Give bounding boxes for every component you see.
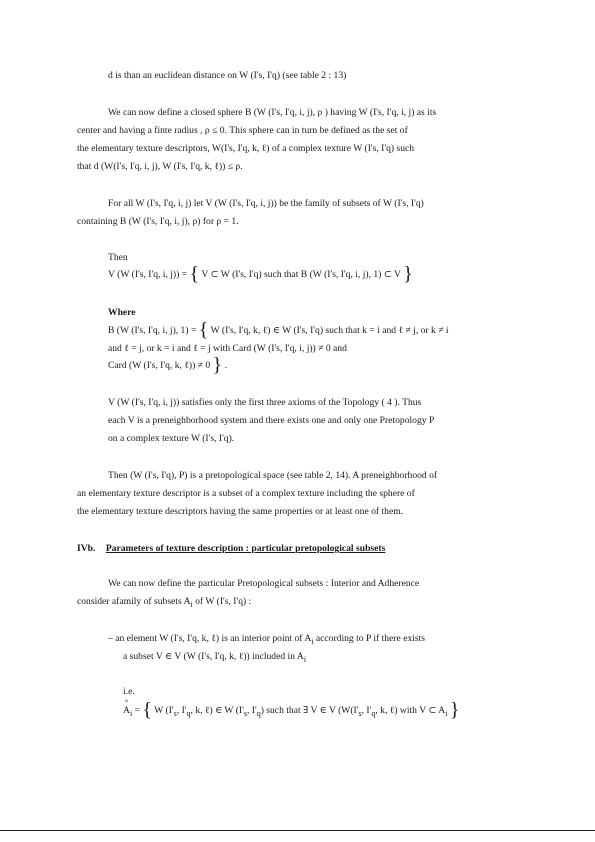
formula-line: ° $A_i$ = { W ($I'_s$, $I'_q$, k, ℓ) ∈ W ($I'_s$, $I'_q$) such that ∃ V ∈ V ($W(I'_s$, $I'_q$, k, ℓ) with V ⊂ $A_i$ } <box>123 698 460 721</box>
formula-body: W (I's, I'q, k, ℓ) ∈ W (I's, I'q) such that k = i and ℓ ≠ j, or k ≠ i <box>210 325 449 336</box>
bullet-line: – an element W (I's, I'q, k, ℓ) is an interior point of $A_i$ according to P if there exists <box>108 633 426 646</box>
text-line: an elementary texture descriptor is a subset of a complex texture including the sphere of <box>77 488 415 499</box>
formula-left: B (W (I's, I'q, i, j), 1) = <box>108 325 197 336</box>
then-label: Then <box>108 252 128 263</box>
brace-open: { <box>198 319 209 341</box>
formula-line <box>108 354 227 376</box>
text-line: containing B (W (I's, I'q, i, j), ρ) for ρ = 1. <box>77 216 239 227</box>
formula-body: Card (W (I's, I'q, k, ℓ)) ≠ 0 <box>108 360 211 371</box>
formula-line <box>108 319 449 341</box>
section-heading <box>77 543 385 555</box>
brace-close: } <box>403 263 413 285</box>
text-line: on a complex texture W (I's, I'q). <box>108 433 235 444</box>
section-number: IVb. <box>77 543 96 554</box>
bottom-rule <box>0 830 595 831</box>
text-line: consider afamily of subsets $A_i$ of W (I's, I'q) : <box>77 596 252 609</box>
text-line: Then (W (I's, I'q), P) is a pretopological space (see table 2, 14). A preneighborhood of <box>108 470 438 481</box>
brace-close: } <box>212 354 223 376</box>
where-label: Where <box>108 307 136 318</box>
brace-close: } <box>449 699 460 721</box>
bullet-line: a subset V ∈ V (W (I's, I'q, k, ℓ)) included in $A_i$ <box>123 651 307 664</box>
brace-open: { <box>142 699 153 721</box>
text-line: that d (W(I's, I'q, i, j), W (I's, I'q, k, ℓ)) ≤ ρ. <box>77 161 243 172</box>
section-title: Parameters of texture description : particular pretopological subsets <box>105 543 386 554</box>
text-line: the elementary texture descriptors, W(I's, I'q, k, ℓ) of a complex texture W (I's, I'q) such <box>77 143 415 154</box>
period: . <box>224 360 227 371</box>
ie-label: i.e. <box>123 686 135 697</box>
interior-symbol: ° $A_i$ <box>123 698 133 718</box>
text-line: the elementary texture descriptors having the same properties or at least one of them. <box>77 506 404 517</box>
text-line: We can now define a closed sphere B (W (I's, I'q, i, j), ρ ) having W (I's, I'q, i, j) as its <box>108 107 437 118</box>
formula-left: V (W (I's, I'q, i, j)) = <box>108 269 188 280</box>
text-line: center and having a finte radius , ρ ≤ 0. This sphere can in turn be defined as the set of <box>77 125 408 136</box>
text-line: d is than an euclidean distance on W (I's, I'q) (see table 2 : 13) <box>108 70 347 81</box>
brace-open: { <box>189 263 200 285</box>
text-line: V (W (I's, I'q, i, j)) satisfies only the first three axioms of the Topology ( 4 ). Thus <box>108 397 422 408</box>
formula-line <box>108 263 413 285</box>
text-line: We can now define the particular Pretopological subsets : Interior and Adherence <box>108 578 420 589</box>
formula-line: and ℓ = j, or k = i and ℓ = j with Card (W (I's, I'q, i, j)) ≠ 0 and <box>108 343 347 354</box>
text-line: each V is a preneighborhood system and there exists one and only one Pretopology P <box>108 415 435 426</box>
text-line: For all W (I's, I'q, i, j) let V (W (I's, I'q, i, j)) be the family of subsets of W (I's, I'q) <box>108 198 424 209</box>
formula-body: V ⊂ W (I's, I'q) such that B (W (I's, I'q, i, j), 1) ⊂ V <box>201 269 401 280</box>
